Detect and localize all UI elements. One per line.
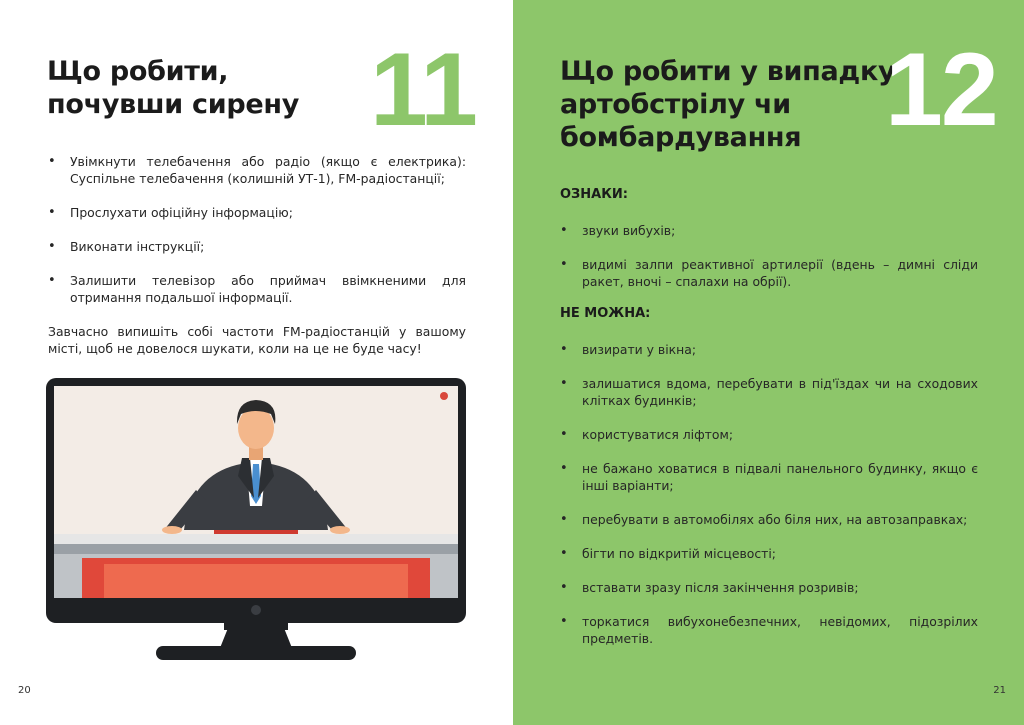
- list-item: • видимі залпи реактивної артилерії (вдень – димні сліди ракет, вночі – спалахи на обрії).: [560, 256, 978, 290]
- list-item: • визирати у вікна;: [560, 341, 978, 358]
- list-item: • звуки вибухів;: [560, 222, 978, 239]
- forbidden-list: [560, 341, 978, 664]
- page-number: 20: [18, 685, 31, 696]
- list-item: • Прослухати офіційну інформацію;: [48, 204, 466, 221]
- list-item: • Увімкнути телебачення або радіо (якщо є електрика): Суспільне телебачення (колишній УТ-1), FM-радіостанції;: [48, 153, 466, 187]
- right-page: [513, 0, 1024, 725]
- list-item: • не бажано ховатися в підвалі панельного будинку, якщо є інші варіанти;: [560, 460, 978, 494]
- title-line-2: почувши сирену: [47, 89, 300, 120]
- list-item: • вставати зразу після закінчення розривів;: [560, 579, 978, 596]
- list-item: • залишатися вдома, перебувати в під'їздах чи на сходових клітках будинків;: [560, 375, 978, 409]
- list-item: • бігти по відкритій місцевості;: [560, 545, 978, 562]
- list-item: • перебувати в автомобілях або біля них, на автозаправках;: [560, 511, 978, 528]
- title-line-2: артобстрілу чи: [560, 89, 791, 120]
- section-number: 12: [885, 32, 997, 148]
- tv-news-anchor-icon: [46, 378, 466, 663]
- list-item: • Виконати інструкції;: [48, 238, 466, 255]
- section-number: 11: [370, 32, 476, 148]
- title-line-3: бомбардування: [560, 122, 802, 153]
- list-item: • користуватися ліфтом;: [560, 426, 978, 443]
- page-title: [560, 55, 895, 154]
- page-title: [47, 55, 299, 121]
- signs-heading: ОЗНАКИ:: [560, 187, 628, 202]
- forbidden-heading: НЕ МОЖНА:: [560, 306, 651, 321]
- signs-list: [560, 222, 978, 307]
- instructions-list: [48, 153, 466, 323]
- page-number: 21: [993, 685, 1006, 696]
- list-item: • торкатися вибухонебезпечних, невідомих, підозрілих предметів.: [560, 613, 978, 647]
- title-line-1: Що робити,: [47, 56, 229, 87]
- title-line-1: Що робити у випадку: [560, 56, 896, 87]
- advice-note: Завчасно випишіть собі частоти FM-радіостанцій у вашому місті, щоб не довелося шукати, коли на це не буде часу!: [48, 324, 466, 356]
- list-item: • Залишити телевізор або приймач ввімкненими для отримання подальшої інформації.: [48, 272, 466, 306]
